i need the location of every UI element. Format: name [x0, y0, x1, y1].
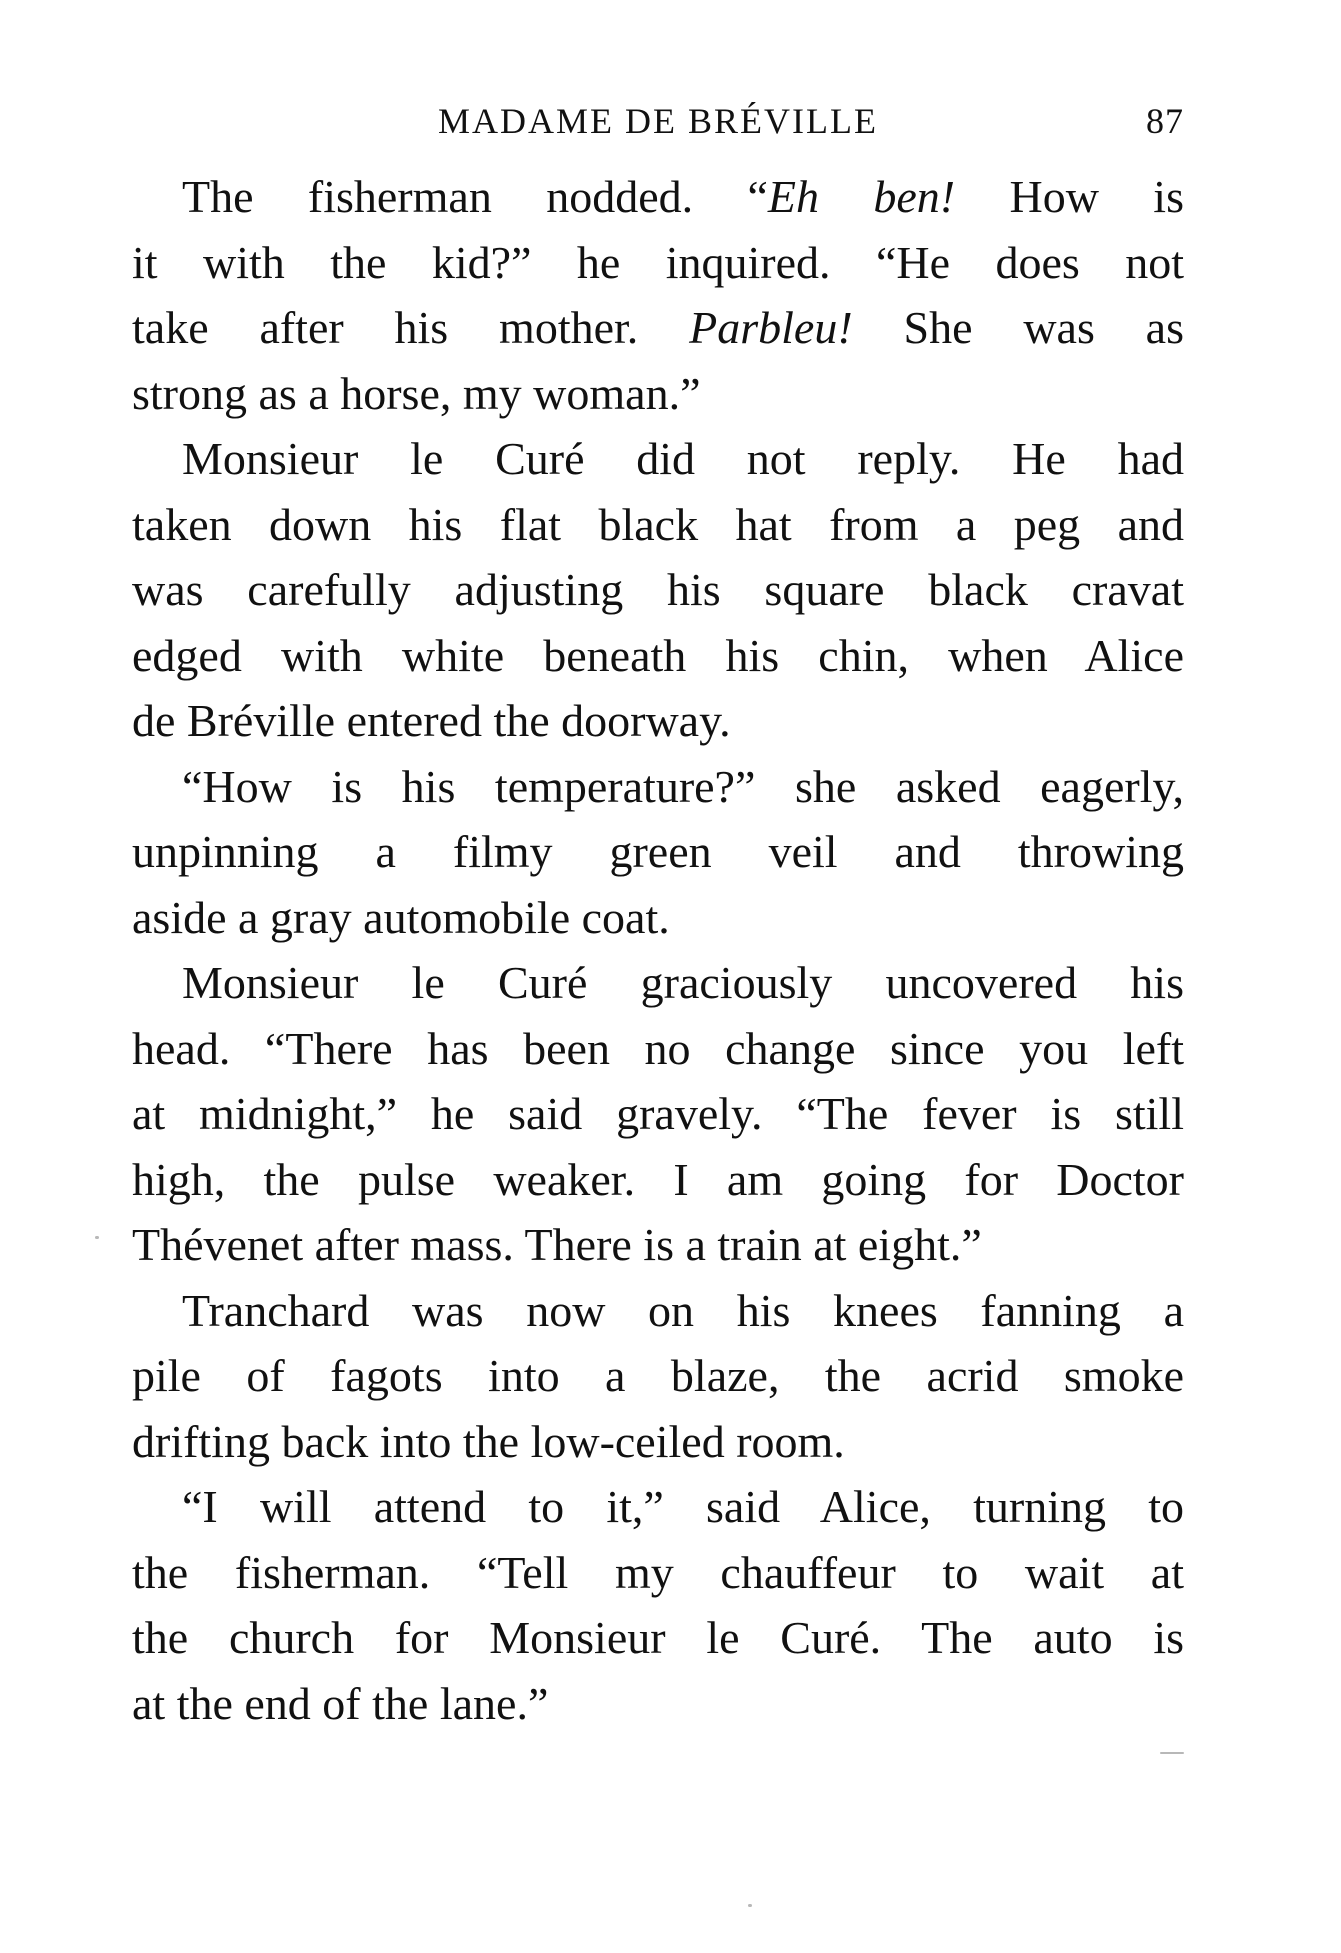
text-line: The fisherman nodded. “Eh ben! How is — [182, 171, 1184, 222]
text-line: the church for Monsieur le Curé. The auto is — [132, 1612, 1184, 1663]
scan-speck — [1160, 1752, 1184, 1754]
text-line: the fisherman. “Tell my chauffeur to wait at — [132, 1546, 1184, 1598]
text-line: aside a gray automobile coat. — [132, 891, 670, 943]
text-line: Monsieur le Curé did not reply. He had — [182, 433, 1184, 484]
text-line: high, the pulse weaker. I am going for Doctor — [132, 1153, 1184, 1205]
running-header — [132, 100, 1184, 156]
paragraph — [132, 426, 1184, 754]
paragraph — [132, 754, 1184, 951]
text-line: unpinning a filmy green veil and throwing — [132, 826, 1184, 877]
page-number: 87 — [1146, 101, 1184, 141]
text-line: Monsieur le Curé graciously uncovered his — [182, 957, 1184, 1008]
text-line: take after his mother. Parbleu! She was as — [132, 302, 1184, 353]
text-line: de Bréville entered the doorway. — [132, 695, 731, 746]
text-line: drifting back into the low-ceiled room. — [132, 1415, 845, 1467]
text-line: head. “There has been no change since you left — [132, 1022, 1184, 1074]
paragraph — [132, 1474, 1184, 1736]
text-line: was carefully adjusting his square black cravat — [132, 564, 1184, 615]
paragraph — [132, 950, 1184, 1278]
scan-speck — [95, 1236, 99, 1239]
text-line: at the end of the lane.” — [132, 1677, 549, 1729]
body-text — [132, 164, 1184, 1736]
paragraph — [132, 164, 1184, 426]
text-line: edged with white beneath his chin, when Alice — [132, 629, 1184, 681]
text-line: “I will attend to it,” said Alice, turning to — [182, 1481, 1184, 1532]
text-line: Tranchard was now on his knees fanning a — [182, 1284, 1184, 1336]
text-line: it with the kid?” he inquired. “He does not — [132, 236, 1184, 288]
text-line: taken down his flat black hat from a peg and — [132, 498, 1184, 550]
text-line: “How is his temperature?” she asked eagerly, — [182, 760, 1184, 812]
text-line: pile of fagots into a blaze, the acrid smoke — [132, 1350, 1184, 1401]
paragraph — [132, 1278, 1184, 1475]
text-line: at midnight,” he said gravely. “The fever is still — [132, 1088, 1184, 1139]
text-line: strong as a horse, my woman.” — [132, 367, 701, 419]
scan-speck — [748, 1904, 752, 1907]
running-title: MADAME DE BRÉVILLE — [438, 101, 878, 141]
text-line: Thévenet after mass. There is a train at eight.” — [132, 1219, 982, 1270]
